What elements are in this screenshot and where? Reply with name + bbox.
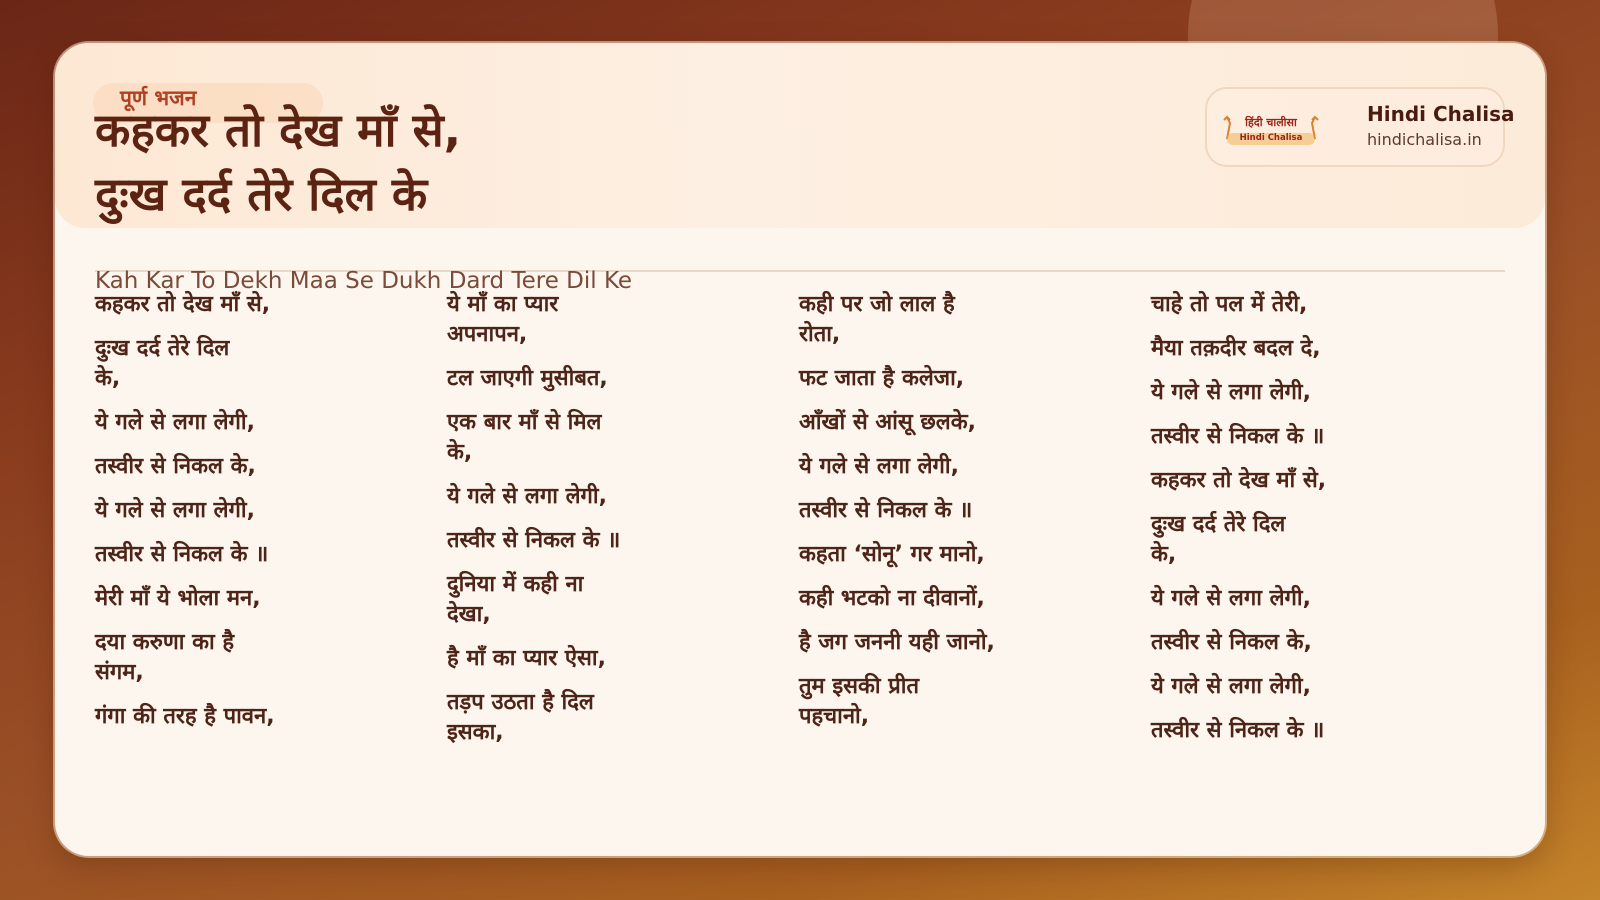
lyric-line-text: देखा,: [447, 602, 491, 627]
lyric-line: [95, 540, 425, 570]
lyric-line-text: ये गले से लगा लेगी,: [95, 410, 255, 435]
lyric-line-text: रोता,: [799, 322, 841, 347]
lyric-line: [447, 570, 777, 630]
lyric-line-text: है जग जननी यही जानो,: [799, 630, 995, 655]
lyric-line-text: ये गले से लगा लेगी,: [799, 454, 959, 479]
lyric-line-text: ये गले से लगा लेगी,: [95, 498, 255, 523]
lyric-line: [1151, 628, 1481, 658]
brand-name: Hindi Chalisa: [1367, 102, 1515, 126]
lyric-line-text: दुःख दर्द तेरे दिल: [95, 336, 230, 361]
lyric-line-text: ये गले से लगा लेगी,: [1151, 674, 1311, 699]
lyric-line: [799, 540, 1129, 570]
lyric-line: [447, 526, 777, 556]
lyrics-column-4: [1151, 290, 1481, 760]
lyric-line-text: कहता ‘सोनू’ गर मानो,: [799, 542, 985, 567]
lyric-line: [1151, 466, 1481, 496]
lyric-line: [1151, 672, 1481, 702]
lyric-line-text: तस्वीर से निकल के ॥: [95, 542, 269, 567]
lyric-line-text: दुनिया में कही ना: [447, 572, 584, 597]
lyric-line-text: तस्वीर से निकल के ॥: [799, 498, 973, 523]
lyric-line-text: फट जाता है कलेजा,: [799, 366, 965, 391]
lyrics-card: [55, 43, 1545, 856]
brand-badge[interactable]: [1205, 87, 1515, 167]
lyrics-column-3: [799, 290, 1129, 746]
lyric-line-text: तस्वीर से निकल के,: [1151, 630, 1312, 655]
lyric-line: [95, 702, 425, 732]
lyric-line-text: तस्वीर से निकल के ॥: [447, 528, 621, 553]
brand-url[interactable]: hindichalisa.in: [1367, 130, 1482, 149]
lyric-line: [799, 628, 1129, 658]
lyric-line: [447, 482, 777, 512]
lyric-line: [447, 644, 777, 674]
lyric-line-text: दुःख दर्द तेरे दिल: [1151, 512, 1286, 537]
lyric-line: [447, 408, 777, 468]
lyric-line-text: इसका,: [447, 720, 504, 745]
lyric-line-text: अपनापन,: [447, 322, 528, 347]
lyric-line: [1151, 422, 1481, 452]
title-line-1: कहकर तो देख माँ से,: [95, 103, 462, 157]
lyric-line-text: कहकर तो देख माँ से,: [1151, 468, 1327, 493]
lyric-line-text: है माँ का प्यार ऐसा,: [447, 646, 606, 671]
lyric-line-text: चाहे तो पल में तेरी,: [1151, 292, 1308, 317]
lyric-line-text: मेरी माँ ये भोला मन,: [95, 586, 261, 611]
lyric-line-text: ये गले से लगा लेगी,: [447, 484, 607, 509]
lyric-line: [1151, 716, 1481, 746]
title-line-2: दुःख दर्द तेरे दिल के: [95, 167, 428, 221]
lyric-line-text: ये गले से लगा लेगी,: [1151, 380, 1311, 405]
lyric-line-text: तस्वीर से निकल के ॥: [1151, 424, 1325, 449]
lyric-line-text: के,: [1151, 542, 1177, 567]
kicker-label: पूर्ण भजन: [120, 86, 197, 110]
lyric-line: [799, 290, 1129, 350]
lyric-line-text: मैया तक़दीर बदल दे,: [1151, 336, 1321, 361]
lyric-line: [799, 584, 1129, 614]
lyric-line: [95, 408, 425, 438]
lyric-line: [799, 408, 1129, 438]
lyric-line: [1151, 334, 1481, 364]
lyric-line: [1151, 290, 1481, 320]
lyric-line-text: टल जाएगी मुसीबत,: [447, 366, 608, 391]
lyric-line-text: कही भटको ना दीवानों,: [799, 586, 985, 611]
lyric-line: [1151, 378, 1481, 408]
lyric-line-text: पहचानो,: [799, 704, 870, 729]
logo-text-hindi: हिंदी चालीसा: [1245, 116, 1297, 129]
card-header: [55, 43, 1545, 228]
lyric-line: [447, 688, 777, 748]
lyric-line-text: एक बार माँ से मिल: [447, 410, 602, 435]
lyric-line: [799, 452, 1129, 482]
lyric-line-text: कहकर तो देख माँ से,: [95, 292, 271, 317]
lyrics-column-2: [447, 290, 777, 762]
lyric-line-text: कही पर जो लाल है: [799, 292, 955, 317]
lyric-line-text: तड़प उठता है दिल: [447, 690, 594, 715]
lyric-line-text: दया करुणा का है: [95, 630, 235, 655]
page-title: [95, 98, 995, 226]
lyric-line-text: संगम,: [95, 660, 144, 685]
lyric-line-text: आँखों से आंसू छलके,: [799, 410, 976, 435]
lyric-line: [1151, 584, 1481, 614]
lyric-line: [799, 364, 1129, 394]
lyric-line: [447, 364, 777, 394]
lyric-line: [799, 496, 1129, 526]
english-subtitle: Kah Kar To Dekh Maa Se Dukh Dard Tere Dil Ke: [95, 268, 633, 294]
lyric-line-text: तस्वीर से निकल के ॥: [1151, 718, 1325, 743]
lyric-line-text: तुम इसकी प्रीत: [799, 674, 920, 699]
lyric-line: [1151, 510, 1481, 570]
lyric-line-text: के,: [447, 440, 473, 465]
lyric-line: [95, 334, 425, 394]
lyrics-column-1: [95, 290, 425, 746]
lyric-line: [95, 452, 425, 482]
lyric-line: [447, 290, 777, 350]
lyric-line-text: के,: [95, 366, 121, 391]
lyric-line-text: तस्वीर से निकल के,: [95, 454, 256, 479]
lyric-line-text: ये माँ का प्यार: [447, 292, 559, 317]
lyric-line: [95, 290, 425, 320]
lyric-line-text: गंगा की तरह है पावन,: [95, 704, 275, 729]
lyric-line: [95, 584, 425, 614]
lyric-line: [95, 628, 425, 688]
hindi-chalisa-logo: [1221, 109, 1321, 149]
lyric-line: [799, 672, 1129, 732]
lyric-line: [95, 496, 425, 526]
lyric-line-text: ये गले से लगा लेगी,: [1151, 586, 1311, 611]
logo-text-english: Hindi Chalisa: [1239, 133, 1303, 143]
